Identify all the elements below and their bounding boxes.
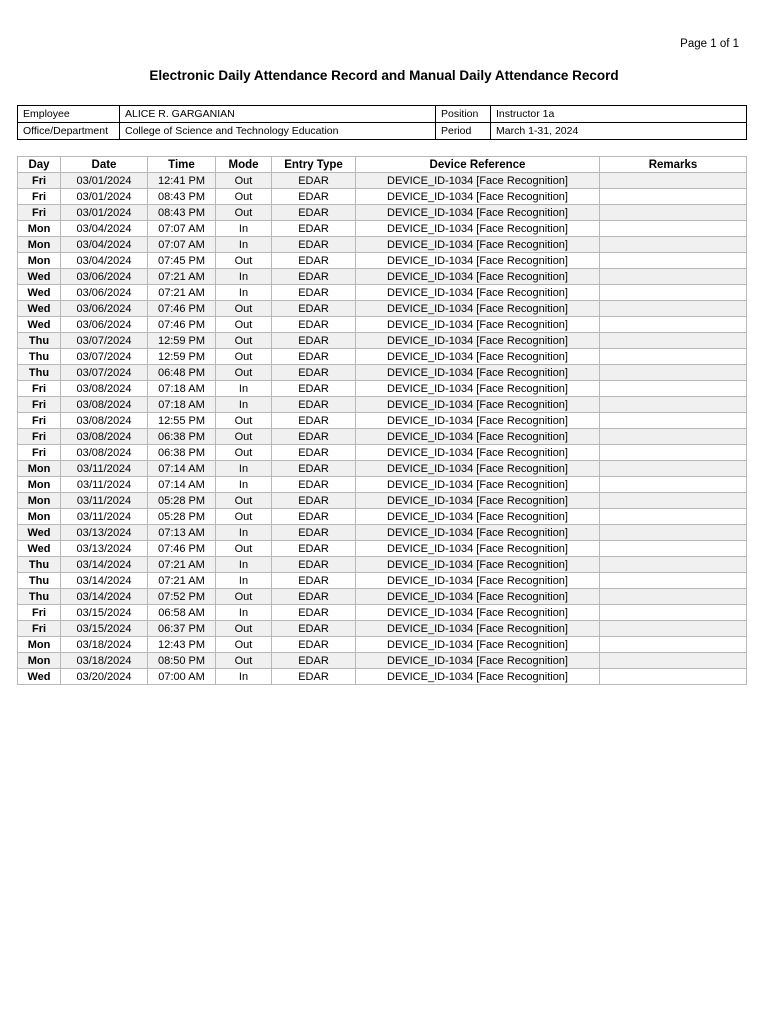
office-row	[18, 123, 747, 140]
column-header-time: Time	[148, 157, 216, 173]
mode-cell: In	[216, 557, 272, 573]
time-cell: 07:45 PM	[148, 253, 216, 269]
time-cell: 07:07 AM	[148, 237, 216, 253]
entry-type-cell: EDAR	[272, 205, 356, 221]
date-cell: 03/18/2024	[61, 637, 148, 653]
table-row	[18, 285, 747, 301]
date-cell: 03/20/2024	[61, 669, 148, 685]
mode-cell: In	[216, 381, 272, 397]
device-reference-cell: DEVICE_ID-1034 [Face Recognition]	[356, 461, 600, 477]
date-cell: 03/06/2024	[61, 285, 148, 301]
device-reference-cell: DEVICE_ID-1034 [Face Recognition]	[356, 189, 600, 205]
day-cell: Mon	[18, 653, 61, 669]
entry-type-cell: EDAR	[272, 317, 356, 333]
table-row	[18, 365, 747, 381]
remarks-cell	[600, 349, 747, 365]
day-cell: Wed	[18, 269, 61, 285]
time-cell: 07:52 PM	[148, 589, 216, 605]
day-cell: Thu	[18, 333, 61, 349]
entry-type-cell: EDAR	[272, 477, 356, 493]
remarks-cell	[600, 669, 747, 685]
mode-cell: Out	[216, 189, 272, 205]
remarks-cell	[600, 493, 747, 509]
position-value: Instructor 1a	[491, 106, 747, 123]
device-reference-cell: DEVICE_ID-1034 [Face Recognition]	[356, 317, 600, 333]
day-cell: Mon	[18, 493, 61, 509]
device-reference-cell: DEVICE_ID-1034 [Face Recognition]	[356, 493, 600, 509]
table-row	[18, 557, 747, 573]
entry-type-cell: EDAR	[272, 461, 356, 477]
attendance-body	[18, 173, 747, 685]
day-cell: Fri	[18, 605, 61, 621]
remarks-cell	[600, 189, 747, 205]
entry-type-cell: EDAR	[272, 653, 356, 669]
entry-type-cell: EDAR	[272, 541, 356, 557]
table-row	[18, 397, 747, 413]
attendance-table	[17, 156, 747, 685]
entry-type-cell: EDAR	[272, 365, 356, 381]
remarks-cell	[600, 445, 747, 461]
office-label: Office/Department	[18, 123, 120, 140]
remarks-cell	[600, 333, 747, 349]
remarks-cell	[600, 237, 747, 253]
device-reference-cell: DEVICE_ID-1034 [Face Recognition]	[356, 221, 600, 237]
day-cell: Fri	[18, 621, 61, 637]
mode-cell: In	[216, 605, 272, 621]
mode-cell: Out	[216, 205, 272, 221]
page-title: Electronic Daily Attendance Record and Manual Daily Attendance Record	[149, 68, 619, 83]
device-reference-cell: DEVICE_ID-1034 [Face Recognition]	[356, 333, 600, 349]
remarks-cell	[600, 461, 747, 477]
device-reference-cell: DEVICE_ID-1034 [Face Recognition]	[356, 653, 600, 669]
entry-type-cell: EDAR	[272, 269, 356, 285]
remarks-cell	[600, 557, 747, 573]
day-cell: Fri	[18, 173, 61, 189]
time-cell: 07:46 PM	[148, 541, 216, 557]
device-reference-cell: DEVICE_ID-1034 [Face Recognition]	[356, 605, 600, 621]
table-row	[18, 413, 747, 429]
employee-row	[18, 106, 747, 123]
entry-type-cell: EDAR	[272, 637, 356, 653]
remarks-cell	[600, 477, 747, 493]
date-cell: 03/15/2024	[61, 621, 148, 637]
remarks-cell	[600, 413, 747, 429]
attendance-header-row	[18, 157, 747, 173]
time-cell: 12:55 PM	[148, 413, 216, 429]
position-label: Position	[436, 106, 491, 123]
table-row	[18, 461, 747, 477]
device-reference-cell: DEVICE_ID-1034 [Face Recognition]	[356, 445, 600, 461]
entry-type-cell: EDAR	[272, 669, 356, 685]
table-row	[18, 589, 747, 605]
table-row	[18, 333, 747, 349]
time-cell: 08:43 PM	[148, 205, 216, 221]
time-cell: 12:43 PM	[148, 637, 216, 653]
device-reference-cell: DEVICE_ID-1034 [Face Recognition]	[356, 541, 600, 557]
remarks-cell	[600, 301, 747, 317]
date-cell: 03/07/2024	[61, 333, 148, 349]
time-cell: 08:50 PM	[148, 653, 216, 669]
table-row	[18, 189, 747, 205]
date-cell: 03/08/2024	[61, 397, 148, 413]
date-cell: 03/08/2024	[61, 413, 148, 429]
entry-type-cell: EDAR	[272, 605, 356, 621]
mode-cell: In	[216, 221, 272, 237]
day-cell: Thu	[18, 365, 61, 381]
remarks-cell	[600, 525, 747, 541]
table-row	[18, 237, 747, 253]
remarks-cell	[600, 621, 747, 637]
mode-cell: Out	[216, 653, 272, 669]
day-cell: Thu	[18, 557, 61, 573]
date-cell: 03/15/2024	[61, 605, 148, 621]
time-cell: 07:21 AM	[148, 557, 216, 573]
employee-label: Employee	[18, 106, 120, 123]
date-cell: 03/07/2024	[61, 365, 148, 381]
date-cell: 03/11/2024	[61, 509, 148, 525]
entry-type-cell: EDAR	[272, 429, 356, 445]
day-cell: Fri	[18, 413, 61, 429]
entry-type-cell: EDAR	[272, 621, 356, 637]
mode-cell: Out	[216, 621, 272, 637]
day-cell: Wed	[18, 525, 61, 541]
time-cell: 07:18 AM	[148, 381, 216, 397]
entry-type-cell: EDAR	[272, 493, 356, 509]
entry-type-cell: EDAR	[272, 173, 356, 189]
day-cell: Mon	[18, 477, 61, 493]
day-cell: Mon	[18, 253, 61, 269]
mode-cell: In	[216, 525, 272, 541]
date-cell: 03/08/2024	[61, 445, 148, 461]
day-cell: Wed	[18, 301, 61, 317]
day-cell: Mon	[18, 509, 61, 525]
time-cell: 07:14 AM	[148, 477, 216, 493]
time-cell: 12:59 PM	[148, 333, 216, 349]
table-row	[18, 269, 747, 285]
column-header-remarks: Remarks	[600, 157, 747, 173]
day-cell: Mon	[18, 637, 61, 653]
date-cell: 03/07/2024	[61, 349, 148, 365]
time-cell: 07:07 AM	[148, 221, 216, 237]
time-cell: 06:58 AM	[148, 605, 216, 621]
table-row	[18, 509, 747, 525]
entry-type-cell: EDAR	[272, 285, 356, 301]
time-cell: 05:28 PM	[148, 509, 216, 525]
device-reference-cell: DEVICE_ID-1034 [Face Recognition]	[356, 477, 600, 493]
table-row	[18, 349, 747, 365]
table-row	[18, 253, 747, 269]
remarks-cell	[600, 573, 747, 589]
entry-type-cell: EDAR	[272, 301, 356, 317]
device-reference-cell: DEVICE_ID-1034 [Face Recognition]	[356, 301, 600, 317]
day-cell: Mon	[18, 237, 61, 253]
date-cell: 03/01/2024	[61, 205, 148, 221]
table-row	[18, 301, 747, 317]
time-cell: 06:37 PM	[148, 621, 216, 637]
remarks-cell	[600, 541, 747, 557]
date-cell: 03/06/2024	[61, 301, 148, 317]
mode-cell: In	[216, 669, 272, 685]
entry-type-cell: EDAR	[272, 381, 356, 397]
date-cell: 03/08/2024	[61, 429, 148, 445]
table-row	[18, 205, 747, 221]
table-row	[18, 573, 747, 589]
mode-cell: In	[216, 477, 272, 493]
time-cell: 06:38 PM	[148, 445, 216, 461]
date-cell: 03/13/2024	[61, 541, 148, 557]
remarks-cell	[600, 605, 747, 621]
device-reference-cell: DEVICE_ID-1034 [Face Recognition]	[356, 589, 600, 605]
day-cell: Fri	[18, 205, 61, 221]
mode-cell: Out	[216, 365, 272, 381]
table-row	[18, 317, 747, 333]
mode-cell: Out	[216, 413, 272, 429]
remarks-cell	[600, 285, 747, 301]
device-reference-cell: DEVICE_ID-1034 [Face Recognition]	[356, 205, 600, 221]
mode-cell: Out	[216, 173, 272, 189]
day-cell: Thu	[18, 573, 61, 589]
entry-type-cell: EDAR	[272, 445, 356, 461]
table-row	[18, 525, 747, 541]
employee-info-table	[17, 105, 747, 140]
time-cell: 07:00 AM	[148, 669, 216, 685]
time-cell: 12:59 PM	[148, 349, 216, 365]
day-cell: Mon	[18, 461, 61, 477]
device-reference-cell: DEVICE_ID-1034 [Face Recognition]	[356, 509, 600, 525]
time-cell: 07:18 AM	[148, 397, 216, 413]
device-reference-cell: DEVICE_ID-1034 [Face Recognition]	[356, 237, 600, 253]
remarks-cell	[600, 365, 747, 381]
mode-cell: Out	[216, 333, 272, 349]
entry-type-cell: EDAR	[272, 589, 356, 605]
device-reference-cell: DEVICE_ID-1034 [Face Recognition]	[356, 429, 600, 445]
day-cell: Fri	[18, 429, 61, 445]
entry-type-cell: EDAR	[272, 349, 356, 365]
entry-type-cell: EDAR	[272, 525, 356, 541]
period-value: March 1-31, 2024	[491, 123, 747, 140]
device-reference-cell: DEVICE_ID-1034 [Face Recognition]	[356, 173, 600, 189]
date-cell: 03/11/2024	[61, 477, 148, 493]
date-cell: 03/04/2024	[61, 237, 148, 253]
device-reference-cell: DEVICE_ID-1034 [Face Recognition]	[356, 365, 600, 381]
column-header-day: Day	[18, 157, 61, 173]
entry-type-cell: EDAR	[272, 237, 356, 253]
time-cell: 07:21 AM	[148, 285, 216, 301]
date-cell: 03/14/2024	[61, 589, 148, 605]
table-row	[18, 493, 747, 509]
mode-cell: In	[216, 461, 272, 477]
day-cell: Fri	[18, 397, 61, 413]
day-cell: Thu	[18, 349, 61, 365]
entry-type-cell: EDAR	[272, 557, 356, 573]
day-cell: Wed	[18, 285, 61, 301]
device-reference-cell: DEVICE_ID-1034 [Face Recognition]	[356, 573, 600, 589]
employee-value: ALICE R. GARGANIAN	[120, 106, 436, 123]
remarks-cell	[600, 509, 747, 525]
column-header-entry-type: Entry Type	[272, 157, 356, 173]
time-cell: 07:21 AM	[148, 573, 216, 589]
entry-type-cell: EDAR	[272, 221, 356, 237]
date-cell: 03/13/2024	[61, 525, 148, 541]
entry-type-cell: EDAR	[272, 253, 356, 269]
date-cell: 03/01/2024	[61, 173, 148, 189]
mode-cell: Out	[216, 253, 272, 269]
remarks-cell	[600, 653, 747, 669]
table-row	[18, 173, 747, 189]
day-cell: Fri	[18, 381, 61, 397]
remarks-cell	[600, 317, 747, 333]
device-reference-cell: DEVICE_ID-1034 [Face Recognition]	[356, 285, 600, 301]
time-cell: 12:41 PM	[148, 173, 216, 189]
remarks-cell	[600, 397, 747, 413]
device-reference-cell: DEVICE_ID-1034 [Face Recognition]	[356, 621, 600, 637]
date-cell: 03/08/2024	[61, 381, 148, 397]
time-cell: 06:38 PM	[148, 429, 216, 445]
remarks-cell	[600, 173, 747, 189]
device-reference-cell: DEVICE_ID-1034 [Face Recognition]	[356, 349, 600, 365]
time-cell: 07:46 PM	[148, 317, 216, 333]
period-label: Period	[436, 123, 491, 140]
mode-cell: In	[216, 285, 272, 301]
column-header-date: Date	[61, 157, 148, 173]
table-row	[18, 381, 747, 397]
device-reference-cell: DEVICE_ID-1034 [Face Recognition]	[356, 637, 600, 653]
remarks-cell	[600, 253, 747, 269]
table-row	[18, 653, 747, 669]
entry-type-cell: EDAR	[272, 189, 356, 205]
table-row	[18, 621, 747, 637]
date-cell: 03/11/2024	[61, 461, 148, 477]
mode-cell: Out	[216, 317, 272, 333]
entry-type-cell: EDAR	[272, 573, 356, 589]
entry-type-cell: EDAR	[272, 397, 356, 413]
day-cell: Wed	[18, 669, 61, 685]
date-cell: 03/06/2024	[61, 317, 148, 333]
day-cell: Fri	[18, 189, 61, 205]
table-row	[18, 541, 747, 557]
table-row	[18, 429, 747, 445]
time-cell: 05:28 PM	[148, 493, 216, 509]
column-header-device-reference: Device Reference	[356, 157, 600, 173]
table-row	[18, 221, 747, 237]
mode-cell: Out	[216, 445, 272, 461]
day-cell: Fri	[18, 445, 61, 461]
mode-cell: In	[216, 237, 272, 253]
device-reference-cell: DEVICE_ID-1034 [Face Recognition]	[356, 269, 600, 285]
remarks-cell	[600, 381, 747, 397]
device-reference-cell: DEVICE_ID-1034 [Face Recognition]	[356, 413, 600, 429]
office-value: College of Science and Technology Education	[120, 123, 436, 140]
mode-cell: Out	[216, 541, 272, 557]
date-cell: 03/01/2024	[61, 189, 148, 205]
time-cell: 07:46 PM	[148, 301, 216, 317]
device-reference-cell: DEVICE_ID-1034 [Face Recognition]	[356, 253, 600, 269]
time-cell: 08:43 PM	[148, 189, 216, 205]
date-cell: 03/11/2024	[61, 493, 148, 509]
date-cell: 03/06/2024	[61, 269, 148, 285]
device-reference-cell: DEVICE_ID-1034 [Face Recognition]	[356, 669, 600, 685]
device-reference-cell: DEVICE_ID-1034 [Face Recognition]	[356, 397, 600, 413]
mode-cell: Out	[216, 429, 272, 445]
mode-cell: In	[216, 397, 272, 413]
remarks-cell	[600, 205, 747, 221]
table-row	[18, 477, 747, 493]
page-number: Page 1 of 1	[680, 38, 739, 50]
time-cell: 07:13 AM	[148, 525, 216, 541]
time-cell: 07:14 AM	[148, 461, 216, 477]
remarks-cell	[600, 269, 747, 285]
date-cell: 03/14/2024	[61, 557, 148, 573]
mode-cell: Out	[216, 589, 272, 605]
mode-cell: Out	[216, 509, 272, 525]
date-cell: 03/04/2024	[61, 221, 148, 237]
table-row	[18, 637, 747, 653]
day-cell: Wed	[18, 541, 61, 557]
mode-cell: Out	[216, 349, 272, 365]
remarks-cell	[600, 221, 747, 237]
date-cell: 03/18/2024	[61, 653, 148, 669]
mode-cell: Out	[216, 301, 272, 317]
remarks-cell	[600, 429, 747, 445]
table-row	[18, 669, 747, 685]
mode-cell: In	[216, 573, 272, 589]
time-cell: 07:21 AM	[148, 269, 216, 285]
column-header-mode: Mode	[216, 157, 272, 173]
device-reference-cell: DEVICE_ID-1034 [Face Recognition]	[356, 525, 600, 541]
day-cell: Mon	[18, 221, 61, 237]
remarks-cell	[600, 589, 747, 605]
date-cell: 03/14/2024	[61, 573, 148, 589]
time-cell: 06:48 PM	[148, 365, 216, 381]
mode-cell: Out	[216, 493, 272, 509]
table-row	[18, 605, 747, 621]
device-reference-cell: DEVICE_ID-1034 [Face Recognition]	[356, 381, 600, 397]
entry-type-cell: EDAR	[272, 333, 356, 349]
entry-type-cell: EDAR	[272, 509, 356, 525]
entry-type-cell: EDAR	[272, 413, 356, 429]
table-row	[18, 445, 747, 461]
date-cell: 03/04/2024	[61, 253, 148, 269]
remarks-cell	[600, 637, 747, 653]
mode-cell: In	[216, 269, 272, 285]
day-cell: Thu	[18, 589, 61, 605]
mode-cell: Out	[216, 637, 272, 653]
device-reference-cell: DEVICE_ID-1034 [Face Recognition]	[356, 557, 600, 573]
day-cell: Wed	[18, 317, 61, 333]
